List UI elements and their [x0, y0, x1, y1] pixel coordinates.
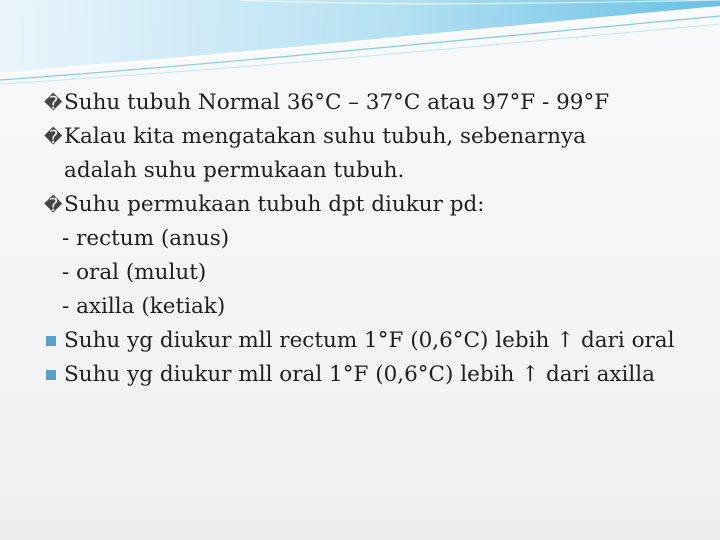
text-line: �Suhu permukaan tubuh dpt diukur pd: — [44, 188, 704, 222]
bullet-item: Suhu yg diukur mll oral 1°F (0,6°C) lebih ↑ dari axilla — [44, 358, 704, 392]
sub-list-item: - axilla (ketiak) — [62, 294, 226, 319]
text-line: �Suhu tubuh Normal 36°C – 37°C atau 97°F - 99°F — [44, 86, 704, 120]
text-line: adalah suhu permukaan tubuh. — [64, 158, 405, 183]
missing-bullet-glyph: � — [44, 195, 63, 216]
bullet-item: Suhu yg diukur mll rectum 1°F (0,6°C) lebih ↑ dari oral — [44, 324, 704, 358]
text-line: �Kalau kita mengatakan suhu tubuh, sebenarnya — [44, 120, 704, 154]
sub-list-item: - rectum (anus) — [62, 226, 230, 251]
slide-content — [44, 86, 704, 392]
square-bullet-icon — [46, 370, 56, 380]
square-bullet-icon — [46, 336, 56, 346]
sub-list-item: - oral (mulut) — [62, 260, 207, 285]
header-wave-decoration — [0, 0, 720, 90]
missing-bullet-glyph: � — [44, 127, 63, 148]
missing-bullet-glyph: � — [44, 93, 63, 114]
